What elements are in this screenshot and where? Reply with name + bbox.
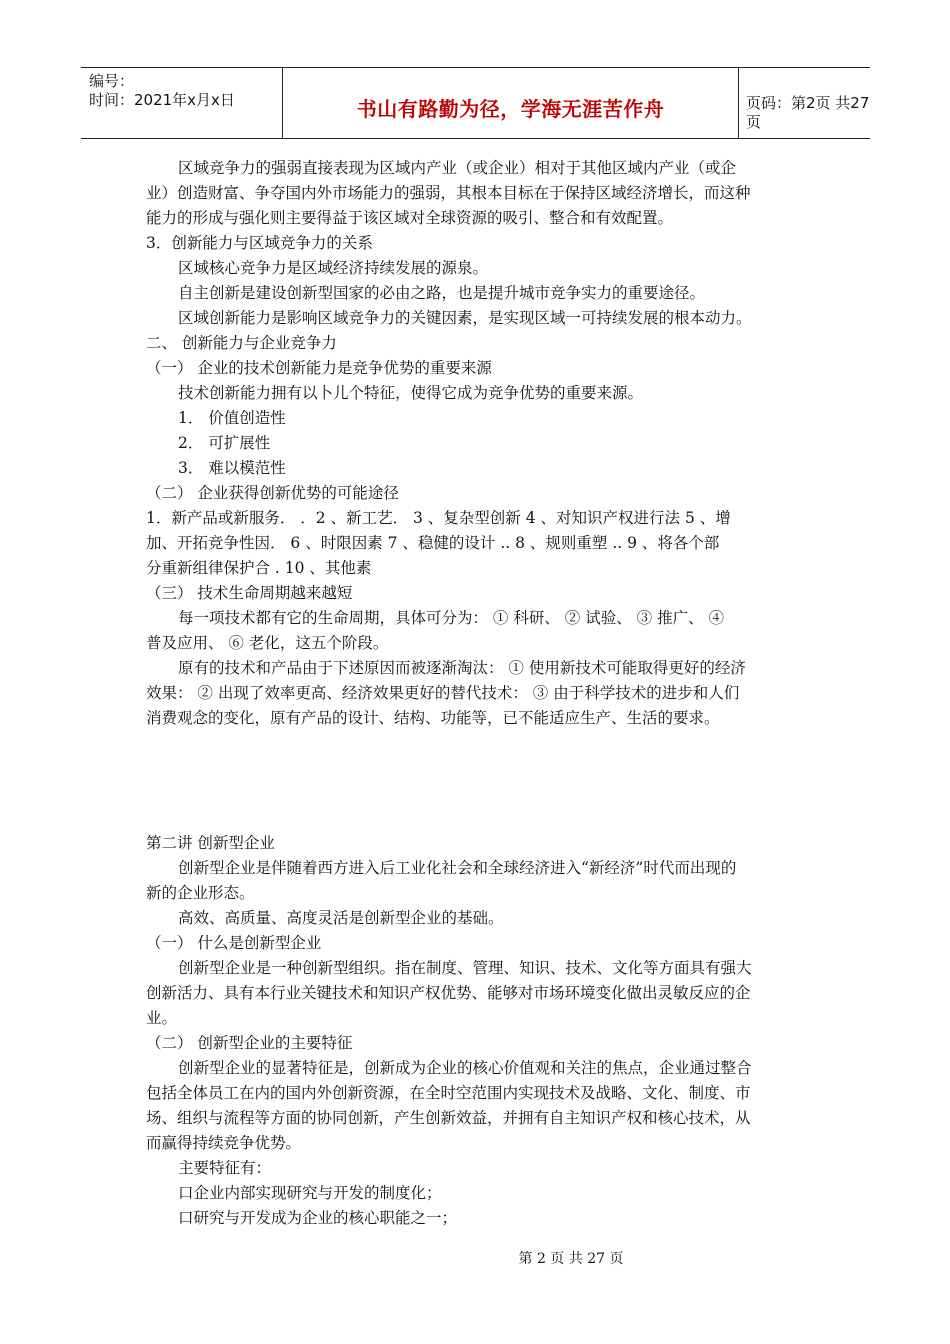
text-line: 区域创新能力是影响区域竞争力的关键因素，是实现区域一可持续发展的根本动力。 (178, 309, 752, 327)
document-code-label: 编号： (89, 72, 135, 90)
text-line: 区域核心竞争力是区域经济持续发展的源泉。 (178, 259, 489, 277)
text-line: 创新型企业的显著特征是，创新成为企业的核心价值观和关注的焦点，企业通过整合 (178, 1059, 752, 1077)
text-line: 消费观念的变化，原有产品的设计、结构、功能等，已不能适应生产、生活的要求。 (146, 709, 720, 727)
text-line: （一） 什么是创新型企业 (146, 934, 322, 952)
section-regional-competitiveness (146, 156, 808, 731)
text-line: （二） 创新型企业的主要特征 (146, 1034, 353, 1052)
text-line: 效果： ② 出现了效率更高、经济效果更好的替代技术： ③ 由于科学技术的进步和人们 (146, 684, 740, 702)
document-date-label: 时间：2021年x月x日 (89, 91, 235, 109)
text-line: 3．创新能力与区域竞争力的关系 (146, 234, 373, 252)
text-line: 高效、高质量、高度灵活是创新型企业的基础。 (178, 909, 504, 927)
text-line: 技术创新能力拥有以卜儿个特征，使得它成为竞争优势的重要来源。 (178, 384, 644, 402)
text-line: 而赢得持续竞争优势。 (146, 1134, 302, 1152)
text-line: 普及应用、 ⑥ 老化，这五个阶段。 (146, 634, 389, 652)
text-line: 自主创新是建设创新型国家的必由之路，也是提升城市竞争实力的重要途径。 (178, 284, 706, 302)
text-line: 口企业内部实现研究与开发的制度化； (178, 1184, 442, 1202)
header-page-number: 页码：第2页 共27页 (746, 94, 870, 131)
text-line: （三） 技术生命周期越来越短 (146, 584, 353, 602)
section-innovative-enterprise (146, 831, 808, 1231)
header-motto: 书山有路勤为径，学海无涯苦作舟 (356, 97, 665, 121)
text-line: 创新活力、具有本行业关键技术和知识产权优势、能够对市场环境变化做出灵敏反应的企 (146, 984, 751, 1002)
text-line: 业。 (146, 1009, 178, 1027)
header-middle-cell (282, 68, 739, 138)
text-line: 每一项技术都有它的生命周期，具体可分为： ① 科研、 ② 试验、 ③ 推广、 ④ (178, 609, 724, 627)
text-line: 1．新产品或新服务． ．2 、新工艺． 3 、复杂型创新 4 、对知识产权进行法 5 、增 (146, 509, 731, 527)
header-right-cell (738, 68, 870, 138)
text-line: 创新型企业是一种创新型组织。指在制度、管理、知识、技术、文化等方面具有强大 (178, 959, 752, 977)
text-line: （二） 企业获得创新优势的可能途径 (146, 484, 399, 502)
text-line: 包括全体员工在内的国内外创新资源，在全时空范围内实现技术及战略、文化、制度、市 (146, 1084, 751, 1102)
text-line: 区域竞争力的强弱直接表现为区域内产业（或企业）相对于其他区域内产业（或企 (178, 159, 737, 177)
text-line: 加、开拓竞争性因． 6 、时限因素 7 、稳健的设计 .. 8 、规则重塑 .. 9 、将各个部 (146, 534, 720, 552)
text-line: 1． 价值创造性 (178, 409, 286, 427)
text-line: 创新型企业是伴随着西方进入后工业化社会和全球经济进入“新经济”时代而出现的 (178, 859, 737, 877)
text-line: 能力的形成与强化则主要得益于该区域对全球资源的吸引、整合和有效配置。 (146, 209, 674, 227)
text-line: 2． 可扩展性 (178, 434, 271, 452)
text-line: 主要特征有： (178, 1159, 272, 1177)
page-footer (0, 1248, 950, 1268)
text-line: 原有的技术和产品由于下述原因而被逐渐淘汰： ① 使用新技术可能取得更好的经济 (178, 659, 746, 677)
header-table (81, 67, 870, 139)
text-line: 3． 难以模范性 (178, 459, 286, 477)
footer-page-number: 第 2 页 共 27 页 (518, 1251, 624, 1267)
text-line: 业）创造财富、争夺国内外市场能力的强弱，其根本目标在于保持区域经济增长，而这种 (146, 184, 751, 202)
blank-gap (146, 731, 808, 831)
text-line: 口研究与开发成为企业的核心职能之一； (178, 1209, 458, 1227)
text-line: （一） 企业的技术创新能力是竞争优势的重要来源 (146, 359, 492, 377)
text-line: 第二讲 创新型企业 (146, 834, 275, 852)
text-line: 分重新组律保护合 . 10 、其他素 (146, 559, 372, 577)
text-line: 二、 创新能力与企业竞争力 (146, 334, 337, 352)
text-line: 场、组织与流程等方面的协同创新，产生创新效益，并拥有自主知识产权和核心技术，从 (146, 1109, 751, 1127)
document-body (146, 156, 808, 1231)
text-line: 新的企业形态。 (146, 884, 255, 902)
header-left-cell (81, 68, 281, 138)
